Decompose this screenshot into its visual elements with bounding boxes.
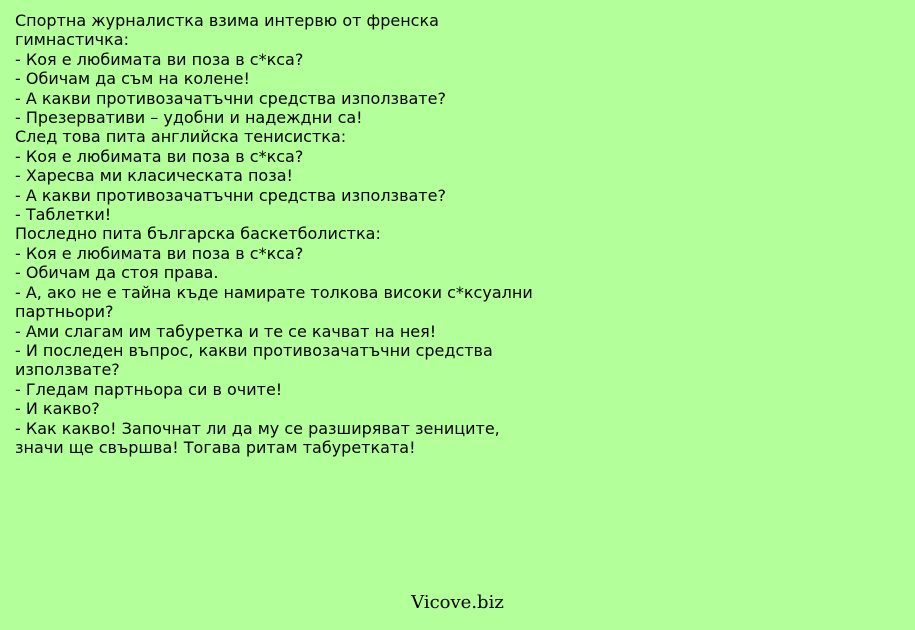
joke-line: гимнастичка:	[15, 30, 129, 50]
joke-line: използвате?	[15, 360, 120, 380]
joke-line: - И какво?	[15, 399, 100, 419]
joke-line: Последно пита българска баскетболистка:	[15, 224, 381, 244]
joke-line: - Коя е любимата ви поза в с*кса?	[15, 243, 304, 263]
site-watermark: Vicove.biz	[411, 592, 504, 613]
joke-line: - Коя е любимата ви поза в с*кса?	[15, 49, 304, 69]
joke-line: партньори?	[15, 302, 114, 322]
joke-line: - Обичам да стоя права.	[15, 263, 219, 283]
joke-line: - А какви противозачатъчни средства използвате?	[15, 88, 446, 108]
joke-line: Спортна журналистка взима интервю от френска	[15, 11, 439, 30]
joke-line: - Коя е любимата ви поза в с*кса?	[15, 146, 304, 166]
joke-text	[15, 11, 575, 457]
joke-line: - А какви противозачатъчни средства използвате?	[15, 185, 446, 205]
joke-line: - Харесва ми класическата поза!	[15, 166, 293, 186]
joke-line: - И последен въпрос, какви противозачатъчни средства	[15, 340, 493, 360]
joke-line: значи ще свършва! Тогава ритам табуретката!	[15, 437, 416, 457]
joke-line: - Как какво! Започнат ли да му се разширяват зениците,	[15, 418, 500, 438]
joke-line: - Таблетки!	[15, 205, 112, 225]
joke-line: - А, ако не е тайна къде намирате толкова високи с*ксуални	[15, 282, 533, 302]
joke-line: - Ами слагам им табуретка и те се качват на нея!	[15, 321, 437, 341]
joke-line: - Гледам партньора си в очите!	[15, 379, 283, 399]
joke-line: - Обичам да съм на колене!	[15, 69, 250, 89]
joke-line: След това пита английска тенисистка:	[15, 127, 347, 147]
joke-line: - Презервативи – удобни и надеждни са!	[15, 108, 363, 128]
